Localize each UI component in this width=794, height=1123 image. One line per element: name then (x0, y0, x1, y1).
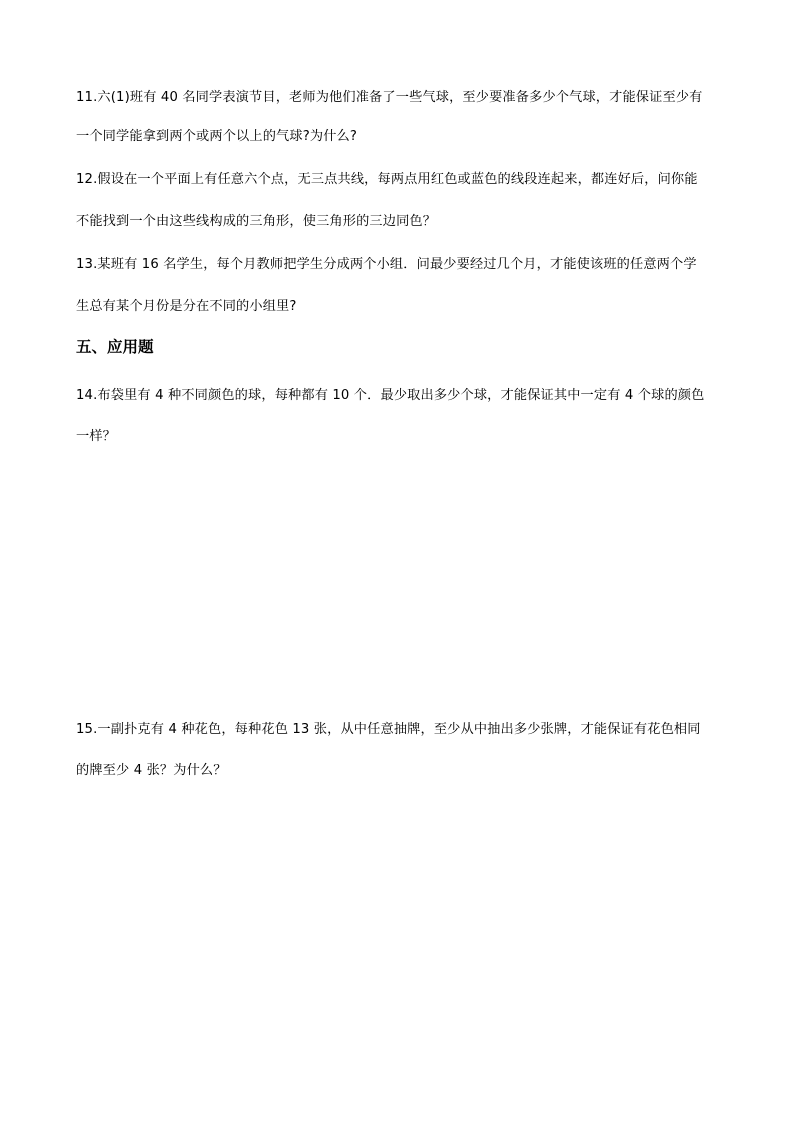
question-15-line-1: 15.一副扑克有 4 种花色，每种花色 13 张，从中任意抽牌，至少从中抽出多少张牌，才能保证有花色相同 (76, 722, 701, 737)
question-12-line-2: 不能找到一个由这些线构成的三角形，使三角形的三边同色？ (76, 214, 437, 229)
question-14-line-2: 一样？ (76, 429, 117, 444)
question-14-line-1: 14.布袋里有 4 种不同颜色的球，每种都有 10 个．最少取出多少个球，才能保证其中一定有 4 个球的颜色 (76, 388, 705, 403)
question-12-line-1: 12.假设在一个平面上有任意六个点，无三点共线，每两点用红色或蓝色的线段连起来，都连好后，问你能 (76, 172, 698, 187)
question-11-line-2: 一个同学能拿到两个或两个以上的气球?为什么? (76, 129, 358, 144)
section-heading: 五、应用题 (76, 338, 154, 356)
question-13-line-1: 13.某班有 16 名学生，每个月教师把学生分成两个小组．问最少要经过几个月，才能使该班的任意两个学 (76, 257, 697, 272)
question-11-line-1: 11.六(1)班有 40 名同学表演节目，老师为他们准备了一些气球，至少要准备多少个气球，才能保证至少有 (76, 90, 703, 105)
question-13-line-2: 生总有某个月份是分在不同的小组里? (76, 299, 297, 314)
question-15-line-2: 的牌至少 4 张？为什么？ (76, 763, 227, 778)
